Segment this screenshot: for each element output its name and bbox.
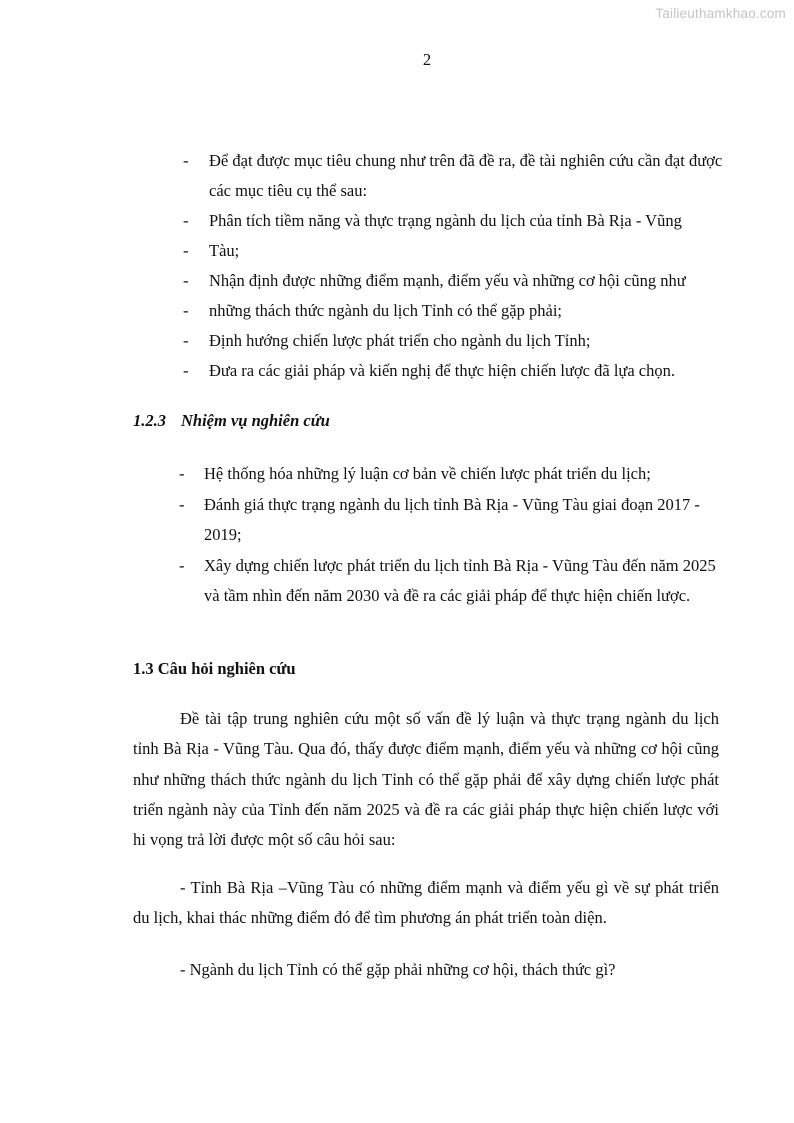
dash-bullet: -	[183, 271, 189, 290]
section-heading-tasks	[133, 411, 330, 431]
list-item-text: Phân tích tiềm năng và thực trạng ngành du lịch của tỉnh Bà Rịa - Vũng	[209, 211, 682, 230]
dash-bullet: -	[179, 494, 185, 514]
list-item	[0, 236, 794, 266]
list-item	[0, 206, 794, 236]
section-title: Nhiệm vụ nghiên cứu	[181, 411, 330, 430]
dash-bullet: -	[179, 555, 185, 575]
list-item	[0, 266, 794, 296]
dash-bullet: -	[183, 211, 189, 230]
dash-bullet: -	[183, 331, 189, 350]
list-item	[0, 356, 794, 386]
list-item-text: Xây dựng chiến lược phát triển du lịch tỉnh Bà Rịa - Vũng Tàu đến năm 2025 và tầm nhìn đến năm 2030 và đề ra các giải pháp để thực hiện chiến lược.	[204, 555, 716, 605]
list-item-text: Nhận định được những điểm mạnh, điểm yếu và những cơ hội cũng như	[209, 271, 686, 290]
list-item	[0, 326, 794, 356]
watermark: Tailieuthamkhao.com	[655, 6, 786, 21]
dash-bullet: -	[179, 464, 185, 483]
body-paragraph: Đề tài tập trung nghiên cứu một số vấn đề lý luận và thực trạng ngành du lịch tỉnh Bà Rịa - Vũng Tàu. Qua đó, thấy được điểm mạnh, điểm yếu và những cơ hội cũng như những thách thức ngành du lịch Tỉnh có thể gặp phải để xây dựng chiến lược phát triển ngành này của Tỉnh đến năm 2025 và đề ra các giải pháp thực hiện chiến lược với hi vọng trả lời được một số câu hỏi sau:	[133, 709, 719, 850]
list-item	[0, 146, 794, 206]
body-paragraph: - Tỉnh Bà Rịa –Vũng Tàu có những điểm mạnh và điểm yếu gì về sự phát triển du lịch, khai thác những điểm đó để tìm phương án phát triển toàn diện.	[133, 878, 719, 928]
dash-bullet: -	[183, 361, 189, 380]
dash-bullet: -	[183, 241, 189, 260]
list-item-text: Tàu;	[209, 241, 240, 260]
list-item-text: Hệ thống hóa những lý luận cơ bản về chiến lược phát triển du lịch;	[204, 464, 651, 483]
section-number: 1.2.3	[133, 411, 166, 430]
list-item	[0, 459, 794, 490]
section-heading-research-questions: 1.3 Câu hỏi nghiên cứu	[133, 659, 296, 678]
list-item-text: Đưa ra các giải pháp và kiến nghị để thực hiện chiến lược đã lựa chọn.	[209, 361, 675, 380]
dash-bullet: -	[183, 301, 189, 320]
page-number: 2	[422, 50, 432, 69]
objectives-list	[0, 146, 794, 386]
body-paragraph: - Ngành du lịch Tỉnh có thể gặp phải những cơ hội, thách thức gì?	[180, 960, 616, 979]
list-item	[0, 490, 794, 551]
dash-bullet: -	[183, 151, 189, 170]
list-item-text: những thách thức ngành du lịch Tỉnh có thể gặp phải;	[209, 301, 563, 320]
list-item	[0, 296, 794, 326]
list-item-text: Để đạt được mục tiêu chung như trên đã đề ra, đề tài nghiên cứu cần đạt được các mục tiêu cụ thể sau:	[209, 151, 723, 200]
list-item	[0, 551, 794, 612]
list-item-text: Đánh giá thực trạng ngành du lịch tỉnh Bà Rịa - Vũng Tàu giai đoạn 2017 - 2019;	[204, 494, 700, 544]
list-item-text: Định hướng chiến lược phát triển cho ngành du lịch Tỉnh;	[209, 331, 591, 350]
tasks-list	[0, 459, 794, 612]
